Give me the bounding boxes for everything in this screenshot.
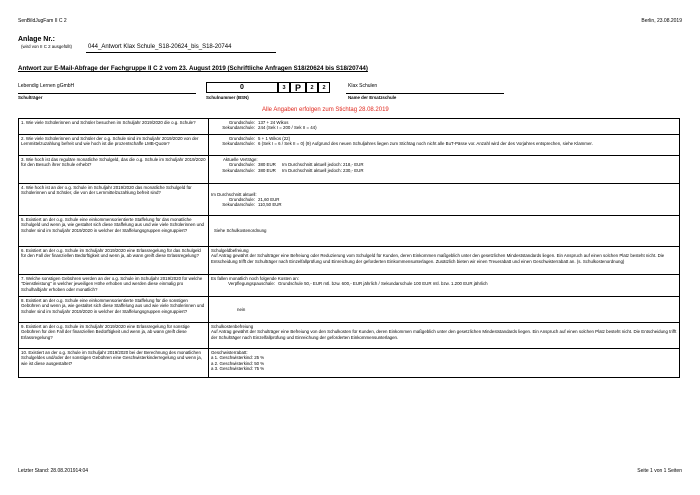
question-cell: 7. Welche sonstigen Gebühren werden an der o.g. Schule im Schuljahr 2019/2020 für welche "Dienstleistung" in welcher jeweiligen Höhe erhoben und werden diese einmalig pro Schulhalbjahr erhoben oder monatlich? bbox=[19, 275, 209, 297]
answer-note: Im Durchschnitt aktuell jedoch: 218,- EUR bbox=[282, 162, 364, 168]
answer-cell: Siehe Schulkostenordnung bbox=[209, 216, 680, 247]
list-item: a 1. Geschwisterkind: 25 % bbox=[211, 355, 265, 361]
answer-label: Sekundarschule: bbox=[222, 125, 255, 131]
question-cell: 3. Wie hoch ist das reguläre monatliche Schulgeld, das die o.g. Schule im Schuljahr 2019/2020 für den Besuch ihrer Schule erhebt? bbox=[19, 156, 209, 184]
answer-label: Grundschule: bbox=[228, 162, 255, 168]
answer-label: Grundschule: bbox=[228, 120, 255, 125]
table-row bbox=[19, 247, 680, 275]
answer-text: Auf Antrag gewährt der Schulträger eine Befreiung von den Schulkosten für Kunden, deren Einkommen maßgeblich unter den gesetzlichen Mindeststandards liegen. Ein Anspruch auf einen solchen Platz besteht nicht. Die Entscheidung trifft der Schulträger nach Einzelfallprüfung und Einreichung der geforderten Einkommensunterlagen. bbox=[211, 329, 677, 340]
answer-label: Sekundarschule: bbox=[222, 167, 255, 173]
answer-cell bbox=[209, 119, 680, 135]
table-row bbox=[19, 275, 680, 297]
answer-heading: Schulkostenbefreiung bbox=[211, 324, 254, 329]
answer-amount: 380 EUR bbox=[258, 162, 276, 168]
question-cell: 5. Existiert an der o.g. Schule eine einkommensorientierte Staffelung für das monatliche Schulgeld und wenn ja, wie gestaltet sich diese Staffelung aus und wie viele Schülerinnen und Schüler sind im Schuljahr 2019/2020 in welcher der Staffelungsgruppen eingruppiert? bbox=[19, 216, 209, 247]
answer-heading: Aktuelle Verträge: bbox=[223, 157, 258, 162]
answer-label: Sekundarschule: bbox=[222, 141, 255, 147]
bsn-box-1: 0 bbox=[206, 82, 278, 93]
answer-value: 21,60 EUR bbox=[258, 196, 280, 202]
footer-page-number: Seite 1 von 1 Seiten bbox=[637, 468, 682, 474]
answer-cell: nein bbox=[209, 297, 680, 323]
table-row bbox=[19, 156, 680, 184]
table-row bbox=[19, 323, 680, 349]
answer-amount: 380 EUR bbox=[258, 167, 276, 173]
question-cell: 4. Wie hoch ist an der o.g. Schule im Schuljahr 2019/2020 das monatliche Schulgeld für Schülerinnen und Schüler, die von der Lernmittelzuzahlung befreit sind? bbox=[19, 184, 209, 216]
answer-cell bbox=[209, 135, 680, 156]
anlage-underline bbox=[86, 52, 276, 53]
anlage-title: Anlage Nr.: bbox=[18, 36, 55, 43]
list-item: a 2. Geschwisterkind: 50 % bbox=[211, 360, 265, 366]
question-cell: 2. Wie viele Schülerinnen und Schüler der o.g. Schule sind im Schuljahr 2019/2020 von der Lernmittelzuzahlung befreit und wie hoch ist die prozentschaffe LMB-Quote? bbox=[19, 135, 209, 156]
answer-value: 110,50 EUR bbox=[258, 202, 282, 208]
question-cell: 10. Existiert an der o.g. Schule im Schuljahr 2019/2020 bei der Berechnung des monatlichen Schulgeldes und/oder der sonstigen Gebühren eine Geschwisterkinderregelung und wenn ja, wie ist diese ausgestaltet? bbox=[19, 349, 209, 378]
answer-label: Grundschule: bbox=[228, 136, 255, 141]
anlage-filename: 044_Antwort Klax Schule_S18-20624_bis_S18-20744 bbox=[88, 44, 232, 50]
answer-heading: Schulgeldbefreiung bbox=[211, 248, 249, 253]
question-cell: 1. Wie viele Schülerinnen und Schüler besuchen im Schuljahr 2019/2020 die o.g. Schule? bbox=[19, 119, 209, 135]
answer-label: Sekundarschule: bbox=[222, 202, 255, 208]
question-cell: 9. Existiert an der o.g. Schule im Schuljahr 2019/2020 eine Erlassregelung für sonstige Gebühren für den Fall der finanziellen Bedürftigkeit und wenn ja, ab wann greift diese Erlassregelung? bbox=[19, 323, 209, 349]
answer-cell bbox=[209, 275, 680, 297]
answer-label: Verpflegungspauschale: bbox=[228, 281, 275, 287]
table-row bbox=[19, 216, 680, 247]
answer-cell bbox=[209, 156, 680, 184]
schultraeger-value: Lebendig Lernen gGmbH bbox=[18, 83, 75, 89]
table-row bbox=[19, 135, 680, 156]
header-department: SenBildJugFam II C 2 bbox=[18, 18, 67, 24]
ersatzschule-value: Klax Schulen bbox=[348, 83, 378, 89]
answer-note: Im Durchschnitt aktuell jedoch: 230,- EUR bbox=[282, 167, 364, 173]
questionnaire-table bbox=[18, 118, 680, 378]
ersatzschule-label: Name der Ersatzschule bbox=[348, 95, 397, 100]
footer-last-updated: Letzter Stand: 28.08.201914:04 bbox=[18, 468, 89, 474]
answer-cell bbox=[209, 247, 680, 275]
table-row bbox=[19, 349, 680, 378]
question-cell: 6. Existiert an der o.g. Schule im Schuljahr 2019/2020 eine Erlassregelung für das Schulgeld für den Fall der finanziellen Bedürftigkeit und wenn ja, ab wann greift diese Erlassregelung? bbox=[19, 247, 209, 275]
answer-heading: Es fallen monatlich noch folgende Kosten an: bbox=[211, 276, 299, 281]
answer-value: 6 (Sek I = 6 / Sek II = 0) (9) Aufgrund des neuen Schuljahres liegen zum Stichtag noch nicht alle BuT-Pässe vor. Anzahl wird der des Vorjahres entsprechen, siehe Klammer. bbox=[258, 141, 593, 147]
answer-value: 5 + 1 Wikos (22) bbox=[258, 136, 291, 141]
bsn-box-4: 2 bbox=[306, 82, 318, 93]
bsn-box-5: 2 bbox=[318, 82, 330, 93]
header-date: Berlin, 23.08.2019 bbox=[641, 18, 682, 24]
bsn-box-2: 3 bbox=[278, 82, 290, 93]
schultraeger-line bbox=[18, 93, 196, 94]
answer-value: 137 + 24 Wikos bbox=[258, 120, 289, 125]
answer-value: 244 (Sek I = 200 / Sek II = 44) bbox=[258, 125, 317, 131]
document-title: Antwort zur E-Mail-Abfrage der Fachgruppe II C 2 vom 23. August 2019 (Schriftliche Anfragen S18/20624 bis S18/20744) bbox=[18, 65, 368, 72]
list-item: a 3. Geschwisterkind: 75 % bbox=[211, 365, 265, 371]
schultraeger-label: Schulträger bbox=[18, 95, 43, 100]
answer-cell bbox=[209, 349, 680, 378]
anlage-subtitle: (wird von II C 2 ausgefüllt) bbox=[21, 44, 73, 49]
bsn-box-3: P bbox=[290, 82, 306, 93]
answer-text: Auf Antrag gewährt der Schulträger eine Befreiung oder Reduzierung vom Schulgeld für Kunden, deren Einkommen maßgeblich unter den gesetzlichen Mindeststandards liegen. Ein Anspruch auf einen solchen Platz besteht nicht. Die Entscheidung trifft der Schulträger nach Einzelfallprüfung und Einreichung der geforderten Einkommensunterlagen. Zusätzlich bieten wir einen Treuerabatt und einen Geschwisterrabatt an. (s. Schulkostenordnung) bbox=[211, 253, 665, 264]
ersatzschule-line bbox=[346, 93, 504, 94]
question-cell: 8. Existiert an der o.g. Schule eine einkommensorientierte Staffelung für die sonstigen Gebühren und wenn ja, wie gestaltet sich diese Staffelung aus und wie viele Schülerinnen und Schüler sind im Schuljahr 2019/2020 in welcher der Staffelungsgruppen eingruppiert? bbox=[19, 297, 209, 323]
bsn-label: Schulnummer (BSN) bbox=[206, 95, 249, 100]
answer-heading: Geschwisterrabatt: bbox=[211, 350, 248, 355]
answer-heading: Im Durchschnitt aktuell: bbox=[211, 191, 257, 197]
answer-label: Grundschule: bbox=[228, 196, 255, 202]
stichtag-notice: Alle Angaben erfolgen zum Stichtag 28.08.2019 bbox=[262, 107, 389, 113]
table-row bbox=[19, 297, 680, 323]
table-row bbox=[19, 119, 680, 135]
answer-cell bbox=[209, 184, 680, 216]
table-row bbox=[19, 184, 680, 216]
answer-cell bbox=[209, 323, 680, 349]
answer-value: Grundschule 50,- EUR mtl. bzw. 600,- EUR jährlich / Sekundarschule 100 EUR mtl. bzw. 1.200 EUR jährlich bbox=[278, 281, 488, 287]
